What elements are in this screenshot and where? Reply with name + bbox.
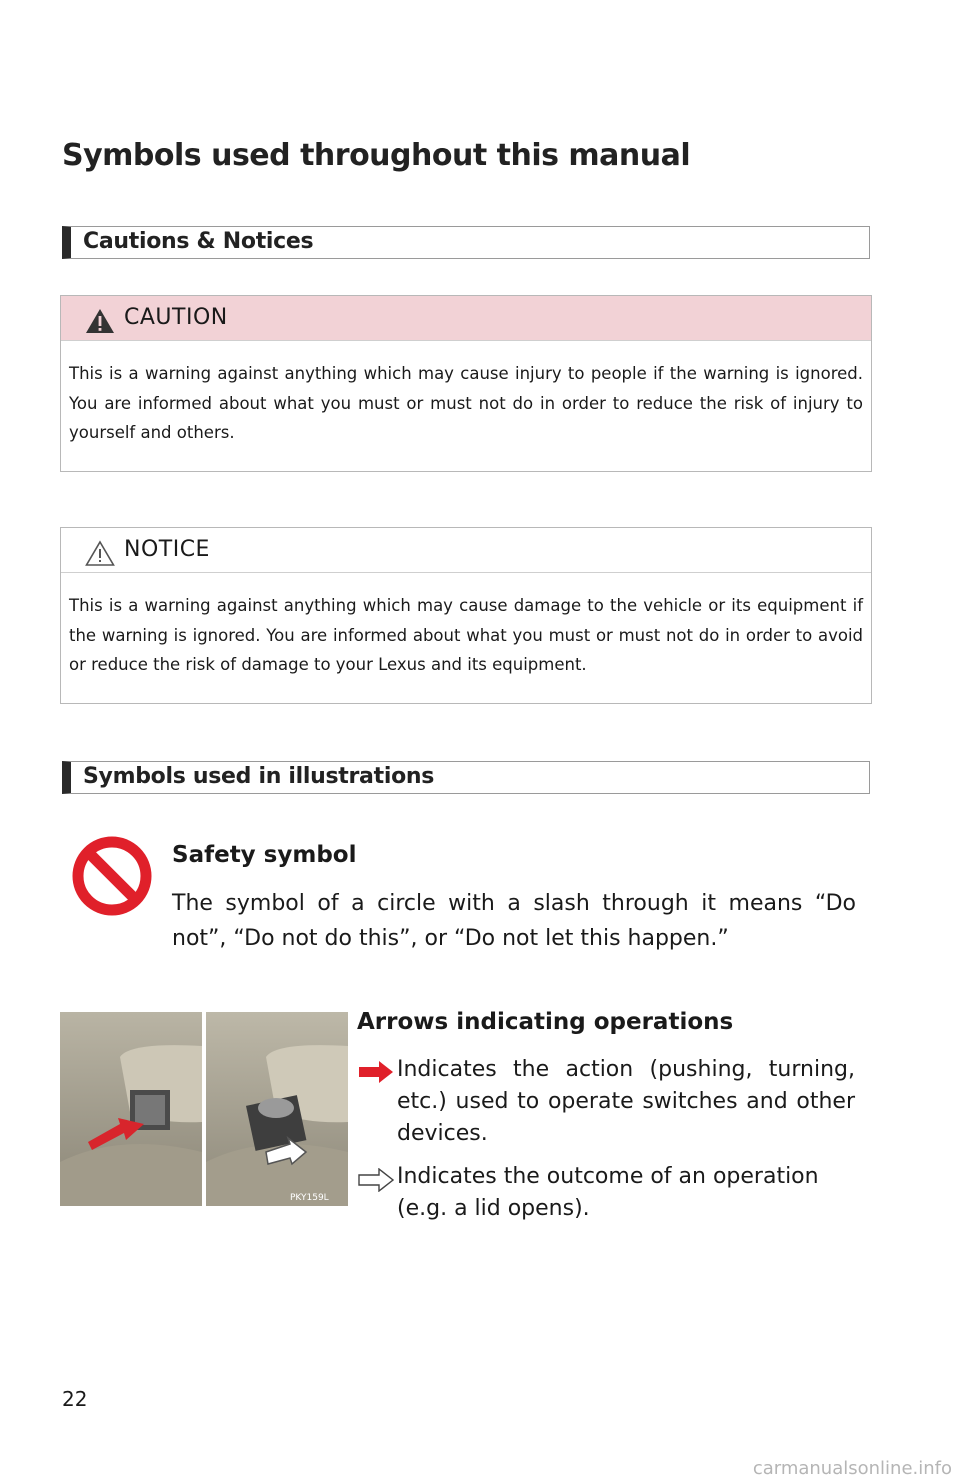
arrow-action-text: Indicates the action (pushing, turning, etc.) used to operate switches and other devices.	[397, 1057, 855, 1146]
section-heading-cautions	[62, 226, 870, 259]
notice-box	[60, 527, 872, 704]
notice-label: NOTICE	[124, 537, 210, 562]
notice-text: This is a warning against anything which may cause damage to the vehicle or its equipment if the warning is ignored. You are informed about what you must or must not do in order to avoid or reduce the risk of damage to your Lexus and its equipment.	[69, 596, 863, 674]
safety-symbol-text: The symbol of a circle with a slash through it means “Do not”, “Do not do this”, or “Do not let this happen.”	[172, 891, 856, 951]
caution-text: This is a warning against anything which may cause injury to people if the warning is ignored. You are informed about what you must or must not do in order to reduce the risk of injury to yourself and others.	[69, 364, 863, 442]
notice-header	[61, 528, 871, 573]
watermark: carmanualsonline.info	[752, 1458, 952, 1479]
prohibition-icon	[72, 836, 152, 916]
illustration-code: PKY159L	[290, 1193, 329, 1203]
arrow-outcome-text: Indicates the outcome of an operation (e.g. a lid opens).	[397, 1164, 819, 1221]
page-title: Symbols used throughout this manual	[62, 138, 691, 173]
caution-label: CAUTION	[124, 305, 228, 330]
section-heading-illustrations-label: Symbols used in illustrations	[83, 764, 435, 789]
outline-arrow-icon	[358, 1168, 394, 1192]
safety-symbol-title: Safety symbol	[172, 842, 357, 868]
section-heading-cautions-label: Cautions & Notices	[83, 229, 314, 254]
warning-triangle-outline-icon	[85, 540, 115, 566]
arrows-title: Arrows indicating operations	[357, 1009, 734, 1035]
illustration-photo-left	[60, 1012, 202, 1206]
caution-header	[61, 296, 871, 341]
page-number: 22	[62, 1387, 88, 1411]
warning-triangle-filled-icon	[85, 308, 115, 334]
section-heading-illustrations	[62, 761, 870, 794]
caution-box	[60, 295, 872, 472]
illustration-photo-right	[206, 1012, 348, 1206]
filled-red-arrow-icon	[359, 1061, 393, 1083]
